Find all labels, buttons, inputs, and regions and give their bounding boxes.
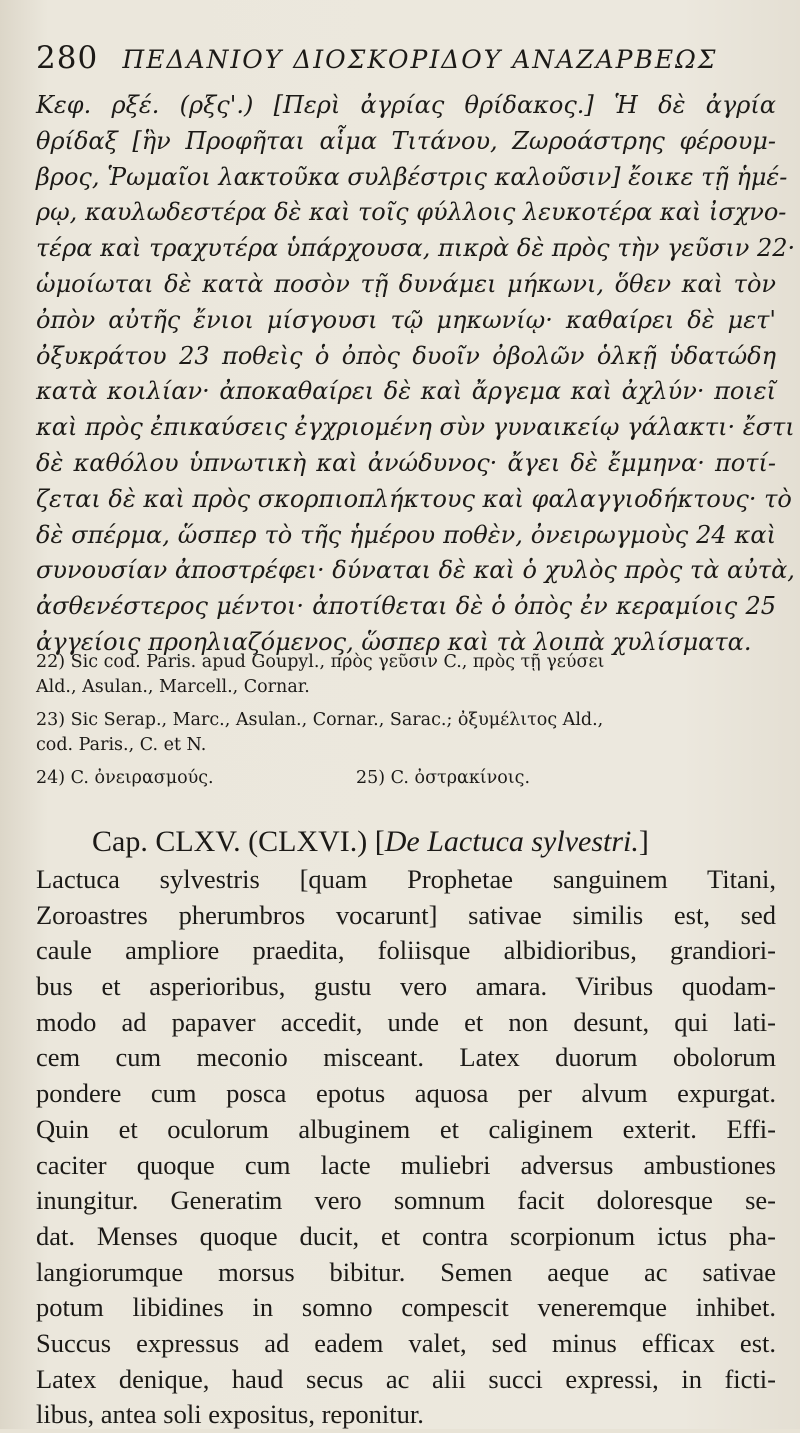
footnote-24: 24) C. ὀνειρασμούς.: [36, 768, 214, 788]
greek-line: ὀπὸν αὐτῆς ἔνιοι μίσγουσι τῷ μηκωνίῳ· καθαίρει δὲ μετ': [36, 305, 776, 334]
latin-line: bus et asperioribus, gustu vero amara. Viribus quodam-: [36, 971, 776, 1002]
greek-line: τέρα καὶ τραχυτέρα ὑπάρχουσα, πικρὰ δὲ πρὸς τὴν γεῦσιν 22·: [36, 234, 796, 263]
latin-line: libus, antea soli expositus, reponitur.: [36, 1399, 424, 1430]
latin-line: caule ampliore praedita, foliisque albidioribus, grandiori-: [36, 935, 776, 966]
page-number: 280: [36, 40, 99, 76]
greek-line: ὀξυκράτου 23 ποθεὶς ὁ ὀπὸς δυοῖν ὀβολῶν ὁλκῇ ὑδατώδη: [36, 341, 776, 370]
latin-line: Zoroastres pherumbros vocarunt] sativae similis est, sed: [36, 899, 776, 930]
latin-line: Quin et oculorum albuginem et caliginem exterit. Effi-: [36, 1113, 776, 1144]
latin-line: Lactuca sylvestris [quam Prophetae sanguinem Titani,: [36, 864, 776, 894]
footnote-22-line2: Ald., Asulan., Marcell., Cornar.: [36, 677, 310, 697]
footnote-23-line1: 23) Sic Serap., Marc., Asulan., Cornar., Sarac.; ὀξυμέλιτος Ald.,: [36, 710, 604, 730]
latin-line: pondere cum posca epotus aquosa per alvum expurgat.: [36, 1078, 776, 1109]
footnote-pair: [36, 766, 776, 791]
latin-line: cem cum meconio misceant. Latex duorum obolorum: [36, 1042, 776, 1073]
chapter-heading-title: De Lactuca sylvestri.: [384, 825, 639, 858]
greek-line: κατὰ κοιλίαν· ἀποκαθαίρει δὲ καὶ ἄργεμα καὶ ἀχλύν· ποιεῖ: [36, 377, 776, 406]
latin-line: caciter quoque cum lacte muliebri adversus ambustiones: [36, 1149, 776, 1180]
footnotes: [36, 650, 776, 791]
greek-line: δὲ καθόλου ὑπνωτικὴ καὶ ἀνώδυνος· ἄγει δὲ ἔμμηνα· ποτί-: [36, 448, 776, 477]
latin-line: Latex denique, haud secus ac alii succi expressi, in ficti-: [36, 1363, 776, 1394]
greek-line: δὲ σπέρμα, ὥσπερ τὸ τῆς ἡμέρου ποθὲν, ὀνειρωγμοὺς 24 καὶ: [36, 520, 776, 549]
footnote-25: 25) C. ὀστρακίνοις.: [356, 768, 531, 788]
greek-line: βρος, Ῥωμαῖοι λακτοῦκα συλβέστρις καλοῦσιν] ἔοικε τῇ ἡμέ-: [36, 162, 788, 191]
latin-line: modo ad papaver accedit, unde et non desunt, qui lati-: [36, 1006, 776, 1037]
greek-text-block: [36, 88, 796, 661]
greek-line: θρίδαξ [ἣν Προφῆται αἷμα Τιτάνου, Ζωροάστρης φέρουμ-: [36, 126, 776, 155]
footnote-23-line2: cod. Paris., C. et N.: [36, 735, 207, 755]
chapter-heading-suffix: ]: [638, 825, 649, 858]
latin-line: inungitur. Generatim vero somnum facit doloresque se-: [36, 1185, 776, 1216]
greek-line: καὶ πρὸς ἐπικαύσεις ἐγχριομένη σὺν γυναικείῳ γάλακτι· ἔστι: [36, 413, 795, 442]
greek-line: ἀσθενέστερος μέντοι· ἀποτίθεται δὲ ὁ ὀπὸς ἐν κεραμίοις 25: [36, 592, 776, 621]
chapter-heading-prefix: Cap. CLXV. (CLXVI.) [: [92, 825, 385, 858]
greek-line: ὡμοίωται δὲ κατὰ ποσὸν τῇ δυνάμει μήκωνι, ὅθεν καὶ τὸν: [36, 269, 776, 298]
greek-line: ἀγγείοις προηλιαζόμενος, ὥσπερ καὶ τὰ λοιπὰ χυλίσματα.: [36, 627, 752, 656]
greek-line: Κεφ. ρξέ. (ρξς'.) [Περὶ ἀγρίας θρίδακος.] Ἡ δὲ ἀγρία: [36, 91, 776, 119]
latin-line: langiorumque morsus bibitur. Semen aeque ac sativae: [36, 1256, 776, 1287]
greek-line: συνουσίαν ἀποστρέφει· δύναται δὲ καὶ ὁ χυλὸς πρὸς τὰ αὐτὰ,: [36, 556, 795, 585]
greek-line: ρῳ, καυλωδεστέρα δὲ καὶ τοῖς φύλλοις λευκοτέρα καὶ ἰσχνο-: [36, 198, 787, 227]
latin-line: potum libidines in somno compescit veneremque inhibet.: [36, 1292, 776, 1323]
page-header: [36, 40, 776, 76]
latin-line: dat. Menses quoque ducit, et contra scorpionum ictus pha-: [36, 1220, 776, 1251]
running-title: ΠΕΔΑΝΙΟΥ ΔΙΟΣΚΟΡΙΔΟΥ ΑΝΑΖΑΡΒΕΩΣ: [122, 45, 718, 74]
footnote-22-line1: 22) Sic cod. Paris. apud Goupyl., πρὸς γεῦσιν C., πρὸς τῇ γεύσει: [36, 652, 605, 672]
latin-line: Succus expressus ad eadem valet, sed minus efficax est.: [36, 1327, 776, 1358]
greek-line: ζεται δὲ καὶ πρὸς σκορπιοπλήκτους καὶ φαλαγγιοδήκτους· τὸ: [36, 484, 792, 513]
latin-text-block: [36, 822, 776, 1433]
chapter-heading: [36, 822, 776, 862]
